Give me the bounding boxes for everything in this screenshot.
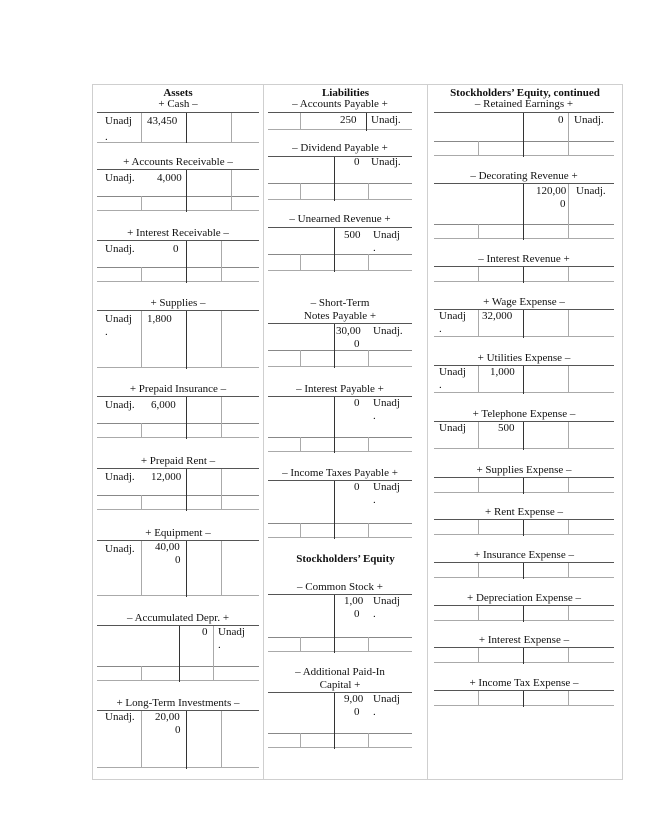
t-account-rent-expense <box>434 506 614 536</box>
unadj-label: Unadj. <box>576 185 606 197</box>
balance-value: 32,000 <box>482 310 513 322</box>
account-title: – Additional Paid-In <box>295 666 385 678</box>
unadj-label: Unadj. <box>574 114 604 126</box>
balance-value: 4,000 <box>157 172 182 184</box>
account-title: – Retained Earnings + <box>474 98 574 110</box>
balance-value-continued: 0 <box>560 198 566 210</box>
t-account-additional-paid-in-capital: – Additional Paid-In Capital + 9,00 0 Unadj . <box>268 666 412 750</box>
balance-value-continued: 0 <box>354 608 360 620</box>
account-title: – Interest Payable + <box>296 383 384 395</box>
account-title: + Wage Expense – <box>483 296 565 308</box>
t-account-depreciation-expense <box>434 592 614 622</box>
balance-value: 0 <box>202 626 208 638</box>
account-title: – Unearned Revenue + <box>289 213 391 225</box>
balance-value: 0 <box>173 243 179 255</box>
unadj-label: Unadj <box>439 422 466 434</box>
t-account-dividend-payable <box>268 142 412 202</box>
balance-value: 20,00 <box>155 711 180 723</box>
t-account-interest-expense <box>434 634 614 664</box>
balance-value: 0 <box>354 397 360 409</box>
unadj-label: Unadj. <box>105 543 135 555</box>
unadj-label: Unadj <box>373 481 400 493</box>
account-title: + Accounts Receivable – <box>123 156 233 168</box>
t-account-income-taxes-payable: – Income Taxes Payable + 0 Unadj . <box>268 467 412 539</box>
unadj-label: Unadj. <box>371 114 401 126</box>
unadj-label: Unadj. <box>373 325 403 337</box>
balance-value: 12,000 <box>151 471 182 483</box>
balance-value: 500 <box>498 422 515 434</box>
account-title: + Depreciation Expense – <box>466 592 582 604</box>
assets-heading: Assets <box>163 87 193 99</box>
account-title: + Equipment – <box>145 527 211 539</box>
unadj-label: Unadj. <box>105 172 135 184</box>
column-divider <box>263 84 264 780</box>
account-title: – Accumulated Depr. + <box>126 612 230 624</box>
unadj-label: Unadj <box>439 310 466 322</box>
account-title: + Supplies Expense – <box>476 464 572 476</box>
account-title: + Prepaid Rent – <box>140 455 216 467</box>
account-title: + Prepaid Insurance – <box>129 383 227 395</box>
account-title: + Interest Expense – <box>478 634 570 646</box>
account-title: + Rent Expense – <box>485 506 563 518</box>
unadj-label: Unadj <box>105 115 132 127</box>
t-account-prepaid-insurance <box>97 383 259 439</box>
unadj-label: Unadj <box>105 313 132 325</box>
balance-value: 1,800 <box>147 313 172 325</box>
account-title: + Telephone Expense – <box>472 408 576 420</box>
account-title: – Common Stock + <box>297 581 383 593</box>
t-account-accounts-receivable <box>97 156 259 212</box>
t-account-telephone-expense <box>434 408 614 452</box>
balance-value: 0 <box>354 156 360 168</box>
t-account-common-stock: – Common Stock + 1,00 0 Unadj . <box>268 581 412 653</box>
unadj-label: Unadj. <box>105 711 135 723</box>
balance-value: 6,000 <box>151 399 176 411</box>
account-title: + Income Tax Expense – <box>469 677 579 689</box>
balance-value: 120,00 <box>536 185 567 197</box>
account-title: – Short-Term <box>310 297 370 309</box>
unadj-label: Unadj <box>373 229 400 241</box>
account-title: – Decorating Revenue + <box>470 170 578 182</box>
unadj-label: Unadj <box>373 397 400 409</box>
account-title: – Interest Revenue + <box>478 253 570 265</box>
account-title-continued: Notes Payable + <box>303 310 377 322</box>
balance-value: 43,450 <box>147 115 178 127</box>
balance-value: 1,00 <box>344 595 364 607</box>
account-title: + Interest Receivable – <box>127 227 229 239</box>
t-account-insurance-expense <box>434 549 614 579</box>
t-account-interest-payable: – Interest Payable + 0 Unadj . <box>268 383 412 453</box>
balance-value: 30,00 <box>336 325 361 337</box>
balance-value: 250 <box>340 114 357 126</box>
unadj-label: Unadj. <box>105 243 135 255</box>
account-title: + Supplies – <box>150 297 206 309</box>
balance-value-continued: 0 <box>354 706 360 718</box>
t-account-interest-revenue <box>434 253 614 283</box>
unadj-label: Unadj. <box>105 399 135 411</box>
liabilities-heading: Liabilities <box>321 87 370 99</box>
balance-value: 9,00 <box>344 693 364 705</box>
unadj-label: Unadj <box>439 366 466 378</box>
balance-value: 500 <box>344 229 361 241</box>
unadj-label: Unadj. <box>371 156 401 168</box>
account-title-continued: Capital + <box>319 679 361 691</box>
t-account-interest-receivable <box>97 227 259 283</box>
t-account-cash: + Cash – Unadj 43,450 . <box>97 98 259 148</box>
equity-continued-heading: Stockholders’ Equity, continued <box>450 87 600 99</box>
t-account-accumulated-depreciation: – Accumulated Depr. + 0 Unadj . <box>97 612 259 682</box>
balance-value-continued: 0 <box>175 554 181 566</box>
t-account-accounts-payable <box>268 98 412 132</box>
t-account-retained-earnings <box>434 98 614 158</box>
unadj-label: Unadj. <box>105 471 135 483</box>
unadj-label: Unadj <box>373 693 400 705</box>
balance-value: 0 <box>354 481 360 493</box>
unadj-label: Unadj <box>218 626 245 638</box>
t-account-prepaid-rent <box>97 455 259 511</box>
t-account-supplies: + Supplies – Unadj 1,800 . <box>97 297 259 369</box>
account-title: + Long-Term Investments – <box>116 697 240 709</box>
t-account-utilities-expense: + Utilities Expense – Unadj 1,000 . <box>434 352 614 396</box>
balance-value: 0 <box>558 114 564 126</box>
balance-value-continued: 0 <box>354 338 360 350</box>
t-account-income-tax-expense <box>434 677 614 707</box>
balance-value-continued: 0 <box>175 724 181 736</box>
account-title: – Accounts Payable + <box>292 98 388 110</box>
stockholders-equity-heading: Stockholders’ Equity <box>296 553 395 565</box>
t-account-decorating-revenue <box>434 170 614 242</box>
account-title: – Income Taxes Payable + <box>282 467 398 479</box>
t-account-equipment <box>97 527 259 597</box>
account-title: + Cash – <box>158 98 198 110</box>
t-account-supplies-expense <box>434 464 614 494</box>
balance-value: 40,00 <box>155 541 180 553</box>
account-title: – Dividend Payable + <box>292 142 388 154</box>
column-divider <box>427 84 428 780</box>
balance-value: 1,000 <box>490 366 515 378</box>
account-title: + Insurance Expense – <box>474 549 574 561</box>
account-title: + Utilities Expense – <box>477 352 571 364</box>
t-account-long-term-investments <box>97 697 259 769</box>
t-account-short-term-notes-payable <box>268 297 412 369</box>
t-account-unearned-revenue: – Unearned Revenue + 500 Unadj . <box>268 213 412 273</box>
unadj-label: Unadj <box>373 595 400 607</box>
t-account-wage-expense: + Wage Expense – Unadj 32,000 . <box>434 296 614 340</box>
